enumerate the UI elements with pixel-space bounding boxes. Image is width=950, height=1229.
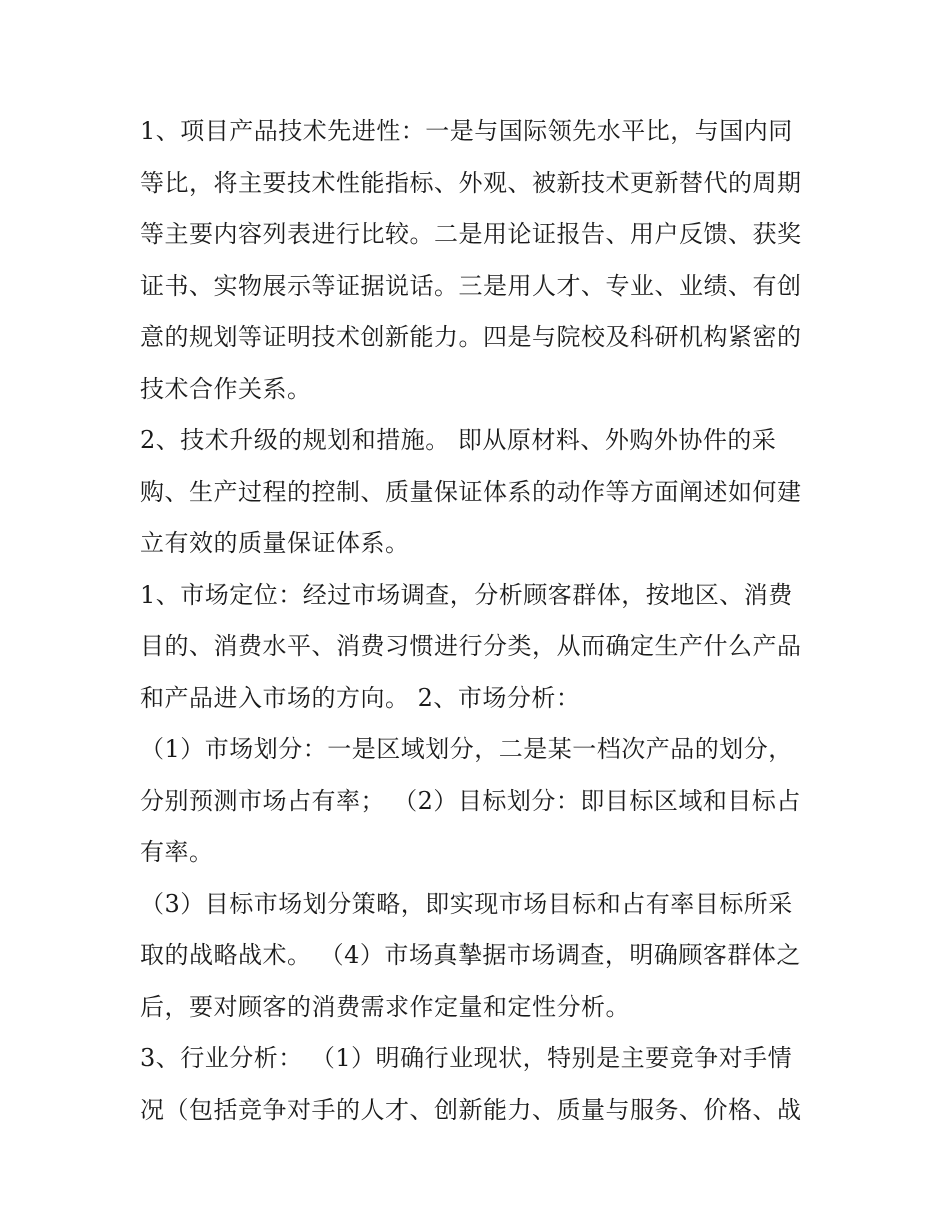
text-line: 1、项目产品技术先进性：一是与国际领先水平比，与国内同 (140, 117, 793, 145)
text-line: 和产品进入市场的方向。 2、市场分析： (140, 683, 581, 712)
text-line: 2、技术升级的规划和措施。 即从原材料、外购外协件的采 (140, 426, 777, 454)
text-line: 1、市场定位：经过市场调查，分析顾客群体，按地区、消费 (140, 580, 793, 609)
text-line: 证书、实物展示等证据说话。三是用人才、专业、业绩、有创 (140, 271, 802, 300)
text-line: 立有效的质量保证体系。 (140, 529, 410, 557)
text-line: 况（包括竞争对手的人才、创新能力、质量与服务、价格、战 (140, 1095, 802, 1124)
text-line: 分别预测市场占有率； （2）目标划分：即目标区域和目标占 (140, 786, 801, 815)
text-line: 目的、消费水平、消费习惯进行分类，从而确定生产什么产品 (140, 632, 802, 660)
text-line: 等比，将主要技术性能指标、外观、被新技术更新替代的周期 (140, 168, 802, 197)
text-line: （3）目标市场划分策略，即实现市场目标和占有率目标所采 (140, 889, 793, 918)
text-line: （1）市场划分：一是区域划分，二是某一档次产品的划分， (140, 735, 793, 763)
text-line: 技术合作关系。 (140, 374, 312, 403)
text-line: 3、行业分析： （1）明确行业现状，特别是主要竞争对手情 (140, 1044, 793, 1072)
text-line: 意的规划等证明技术创新能力。四是与院校及科研机构紧密的 (140, 323, 802, 351)
text-line: 取的战略战术。 （4）市场真摯据市场调查，明确顾客群体之 (140, 941, 801, 969)
text-line: 后，要对顾客的消费需求作定量和定性分析。 (140, 992, 630, 1021)
text-line: 购、生产过程的控制、质量保证体系的动作等方面阐述如何建 (140, 477, 802, 506)
text-line: 等主要内容列表进行比较。二是用论证报告、用户反馈、获奖 (140, 220, 802, 248)
text-line: 有率。 (140, 838, 214, 866)
document-body (140, 106, 820, 1136)
